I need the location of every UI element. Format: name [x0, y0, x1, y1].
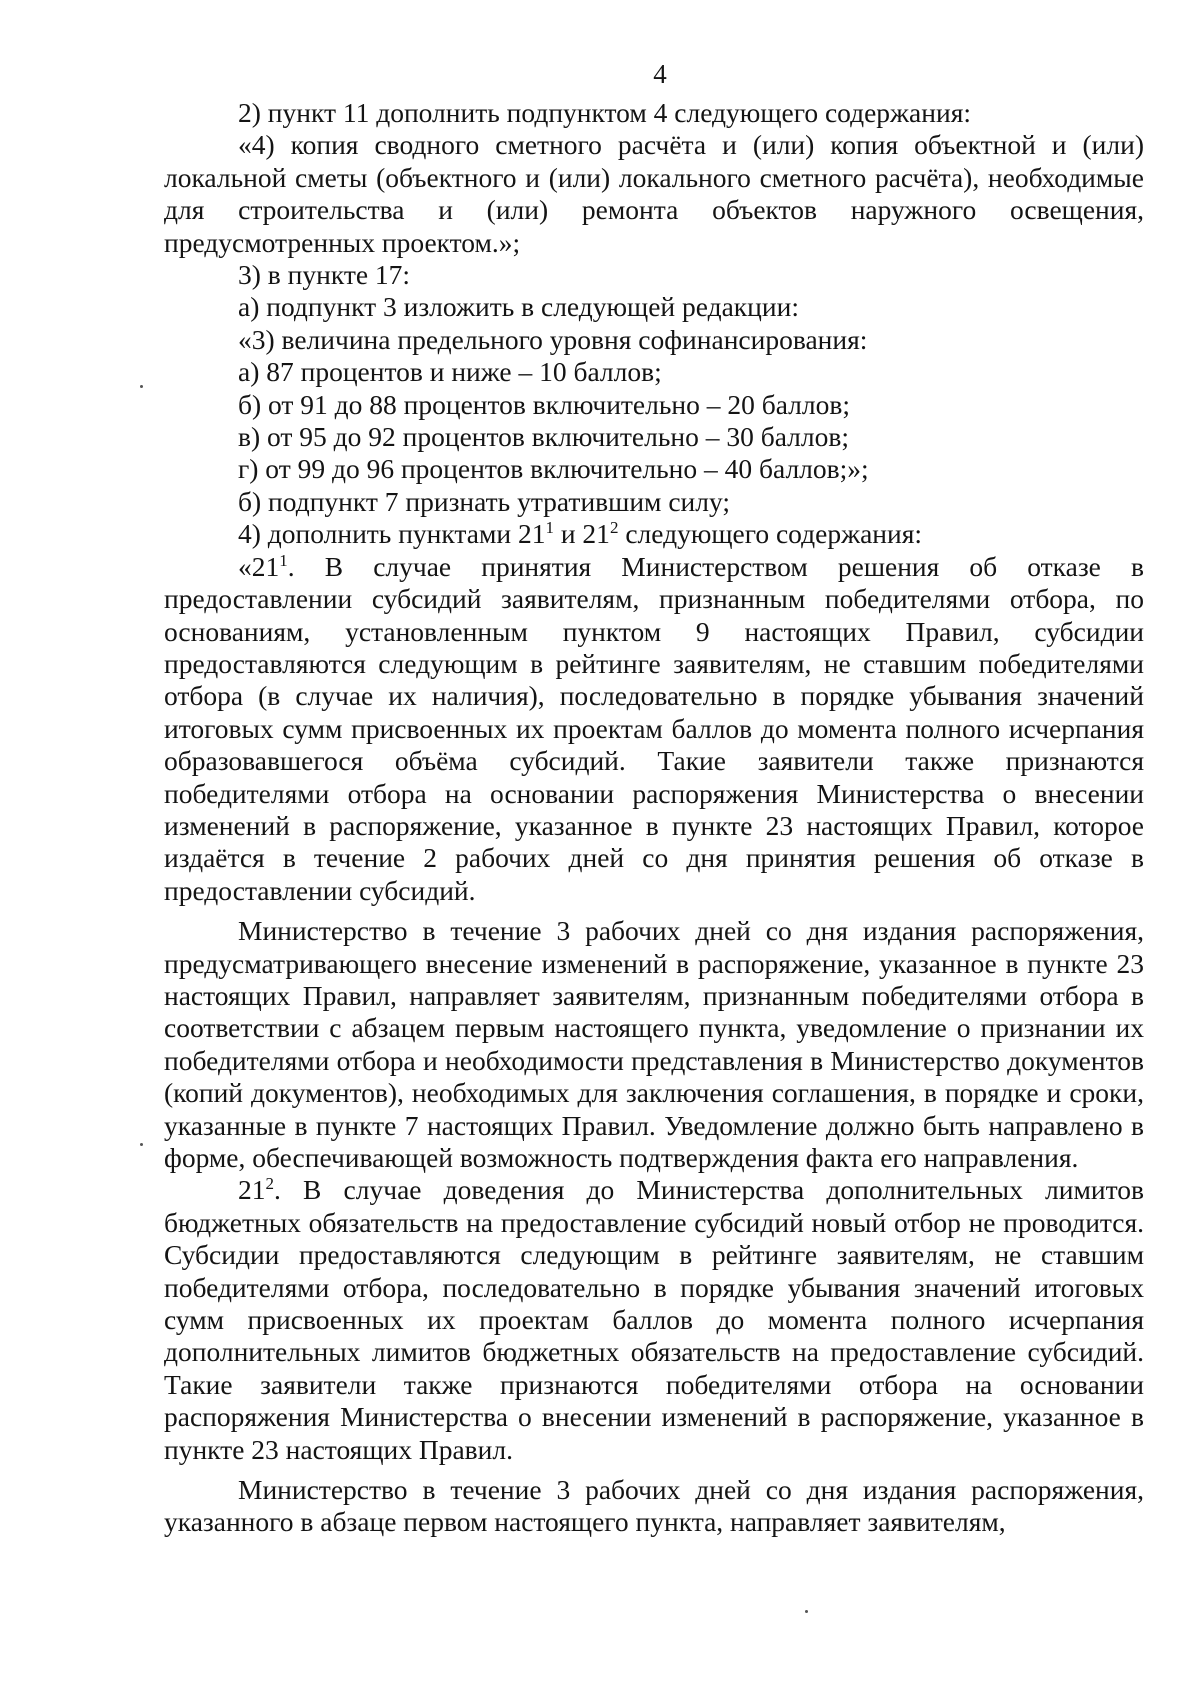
paragraph-scale-g: г) от 99 до 96 процентов включительно – 40 баллов;»; [238, 453, 869, 485]
text-fragment: 4) дополнить пунктами 21 [238, 518, 546, 550]
paragraph-ministry-notice-2: Министерство в течение 3 рабочих дней со дня издания распоряжения, указанного в абзаце первом настоящего пункта, направляет заявителям, [164, 1474, 1144, 1538]
scan-speck [140, 385, 143, 388]
paragraph-item-4 [164, 518, 1144, 550]
text-fragment: . В случае принятия Министерством решения об отказе в предоставлении субсидий заявителям, признанным победителями отбора, по основаниям, установленным пунктом 9 настоящих Правил, субсидии предоставляются следующим в рейтинге заявителям, не ставшим победителями отбора (в случае их наличия), последовательно в порядке убывания значений итоговых сумм присвоенных их проектам баллов до момента полного исчерпания образовавшегося объёма субсидий. Такие заявители также признаются победителями отбора на основании распоряжения Министерства о внесении изменений в распоряжение, указанное в пункте 23 настоящих Правил, которое издаётся в течение 2 рабочих дней со дня принятия решения об отказе в предоставлении субсидий. [164, 550, 1144, 906]
paragraph-quote-subitem-4: «4) копия сводного сметного расчёта и (или) копия объектной и (или) локальной сметы (объектного и (или) локального сметного расчёта), необходимые для строительства и (или) ремонта объектов наружного освещения, предусмотренных проектом.»; [164, 129, 1144, 258]
superscript: 2 [265, 1174, 274, 1194]
paragraph-subitem-a: а) подпункт 3 изложить в следующей редакции: [238, 291, 799, 323]
paragraph-clause-21-1 [164, 551, 1144, 907]
text-fragment: 21 [238, 1174, 266, 1206]
document-body [164, 97, 1144, 1539]
scan-speck [140, 1143, 143, 1146]
superscript: 1 [545, 518, 554, 538]
paragraph-ministry-notice-1: Министерство в течение 3 рабочих дней со дня издания распоряжения, предусматривающего внесение изменений в распоряжение, указанное в пункте 23 настоящих Правил, направляет заявителям, признанным победителями отбора в соответствии с абзацем первым настоящего пункта, уведомление о признании их победителями отбора и необходимости представления в Министерство документов (копий документов), необходимых для заключения соглашения, в порядке и сроки, указанные в пункте 7 настоящих Правил. Уведомление должно быть направлено в форме, обеспечивающей возможность подтверждения факта его направления. [164, 915, 1144, 1173]
paragraph-scale-v: в) от 95 до 92 процентов включительно – 30 баллов; [238, 421, 849, 453]
text-fragment: «21 [238, 550, 280, 582]
paragraph-scale-a: а) 87 процентов и ниже – 10 баллов; [238, 356, 662, 388]
paragraph-scale-b: б) от 91 до 88 процентов включительно – 20 баллов; [238, 388, 850, 420]
text-fragment: следующего содержания: [618, 518, 923, 550]
paragraph-item-3: 3) в пункте 17: [238, 259, 411, 291]
text-fragment: . В случае доведения до Министерства дополнительных лимитов бюджетных обязательств на предоставление субсидий новый отбор не проводится. Субсидии предоставляются следующим в рейтинге заявителям, не ставшим победителями отбора, последовательно в порядке убывания значений итоговых сумм присвоенных их проектам баллов до момента полного исчерпания дополнительных лимитов бюджетных обязательств на предоставление субсидий. Такие заявители также признаются победителями отбора на основании распоряжения Министерства о внесении изменений в распоряжение, указанное в пункте 23 настоящих Правил. [164, 1174, 1144, 1465]
page-number: 4 [653, 59, 667, 89]
superscript: 1 [279, 550, 288, 570]
scan-speck [805, 1610, 808, 1613]
paragraph-item-2: 2) пункт 11 дополнить подпунктом 4 следующего содержания: [238, 97, 971, 128]
superscript: 2 [609, 518, 619, 538]
paragraph-clause-21-2 [164, 1174, 1144, 1466]
paragraph-quote-subitem-3: «3) величина предельного уровня софинансирования: [238, 323, 868, 355]
paragraph-subitem-b: б) подпункт 7 признать утратившим силу; [238, 485, 730, 517]
text-fragment: и 21 [553, 518, 610, 550]
